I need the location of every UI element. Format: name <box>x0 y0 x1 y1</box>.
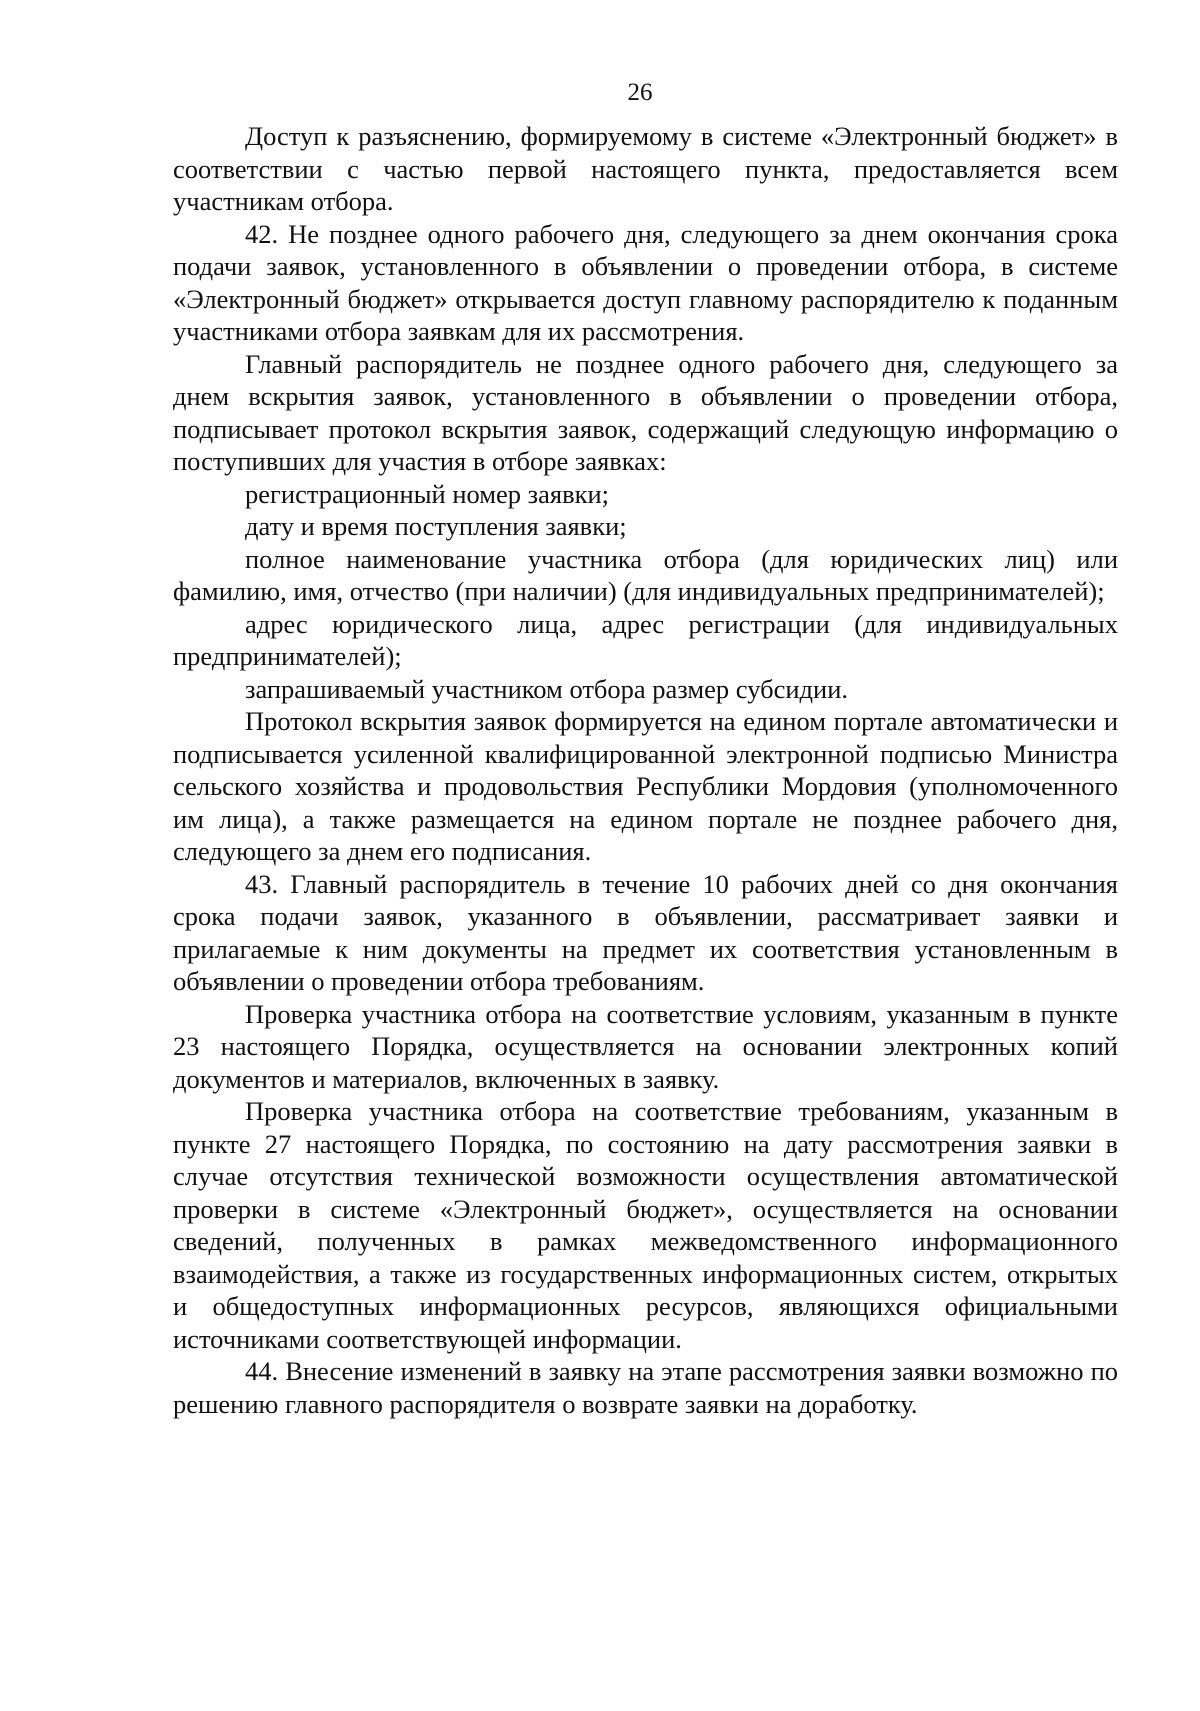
document-body <box>173 120 1118 1420</box>
paragraph: регистрационный номер заявки; <box>245 478 610 509</box>
paragraph: Главный распорядитель не позднее одного рабочего дня, следующего за днем вскрытия заявок, установленного в объявлении о проведении отбора, подписывает протокол вскрытия заявок, содержащий следующую информацию о поступивших для участия в отборе заявках: <box>173 348 1118 476</box>
page-number: 26 <box>627 79 653 106</box>
paragraph: Проверка участника отбора на соответствие требованиям, указанным в пункте 27 настоящего Порядка, по состоянию на дату рассмотрения заявки в случае отсутствия технической возможности осуществления автоматической проверки в системе «Электронный бюджет», осуществляется на основании сведений, полученных в рамках межведомственного информационного взаимодействия, а также из государственных информационных систем, открытых и общедоступных информационных ресурсов, являющихся официальными источниками соответствующей информации. <box>173 1096 1118 1354</box>
paragraph: Проверка участника отбора на соответствие условиям, указанным в пункте 23 настоящего Порядка, осуществляется на основании электронных копий документов и материалов, включенных в заявку. <box>173 998 1118 1094</box>
paragraph: дату и время поступления заявки; <box>245 511 627 541</box>
paragraph: запрашиваемый участником отбора размер субсидии. <box>245 673 849 704</box>
paragraph: Протокол вскрытия заявок формируется на едином портале автоматически и подписывается усиленной квалифицированной электронной подписью Министра сельского хозяйства и продовольствия Республики Мордовия (уполномоченного им лица), а также размещается на едином портале не позднее рабочего дня, следующего за днем его подписания. <box>173 706 1118 866</box>
paragraph: полное наименование участника отбора (для юридических лиц) или фамилию, имя, отчество (при наличии) (для индивидуальных предпринимателей); <box>173 543 1118 606</box>
paragraph: Доступ к разъяснению, формируемому в системе «Электронный бюджет» в соответствии с частью первой настоящего пункта, предоставляется всем участникам отбора. <box>173 121 1118 216</box>
paragraph: 42. Не позднее одного рабочего дня, следующего за днем окончания срока подачи заявок, установленного в объявлении о проведении отбора, в системе «Электронный бюджет» открывается доступ главному распорядителю к поданным участниками отбора заявкам для их рассмотрения. <box>173 218 1118 346</box>
paragraph: 43. Главный распорядитель в течение 10 рабочих дней со дня окончания срока подачи заявок, указанного в объявлении, рассматривает заявки и прилагаемые к ним документы на предмет их соответствия установленным в объявлении о проведении отбора требованиям. <box>173 868 1118 996</box>
paragraph: адрес юридического лица, адрес регистрации (для индивидуальных предпринимателей); <box>173 608 1118 671</box>
paragraph: 44. Внесение изменений в заявку на этапе рассмотрения заявки возможно по решению главного распорядителя о возврате заявки на доработку. <box>173 1356 1118 1419</box>
